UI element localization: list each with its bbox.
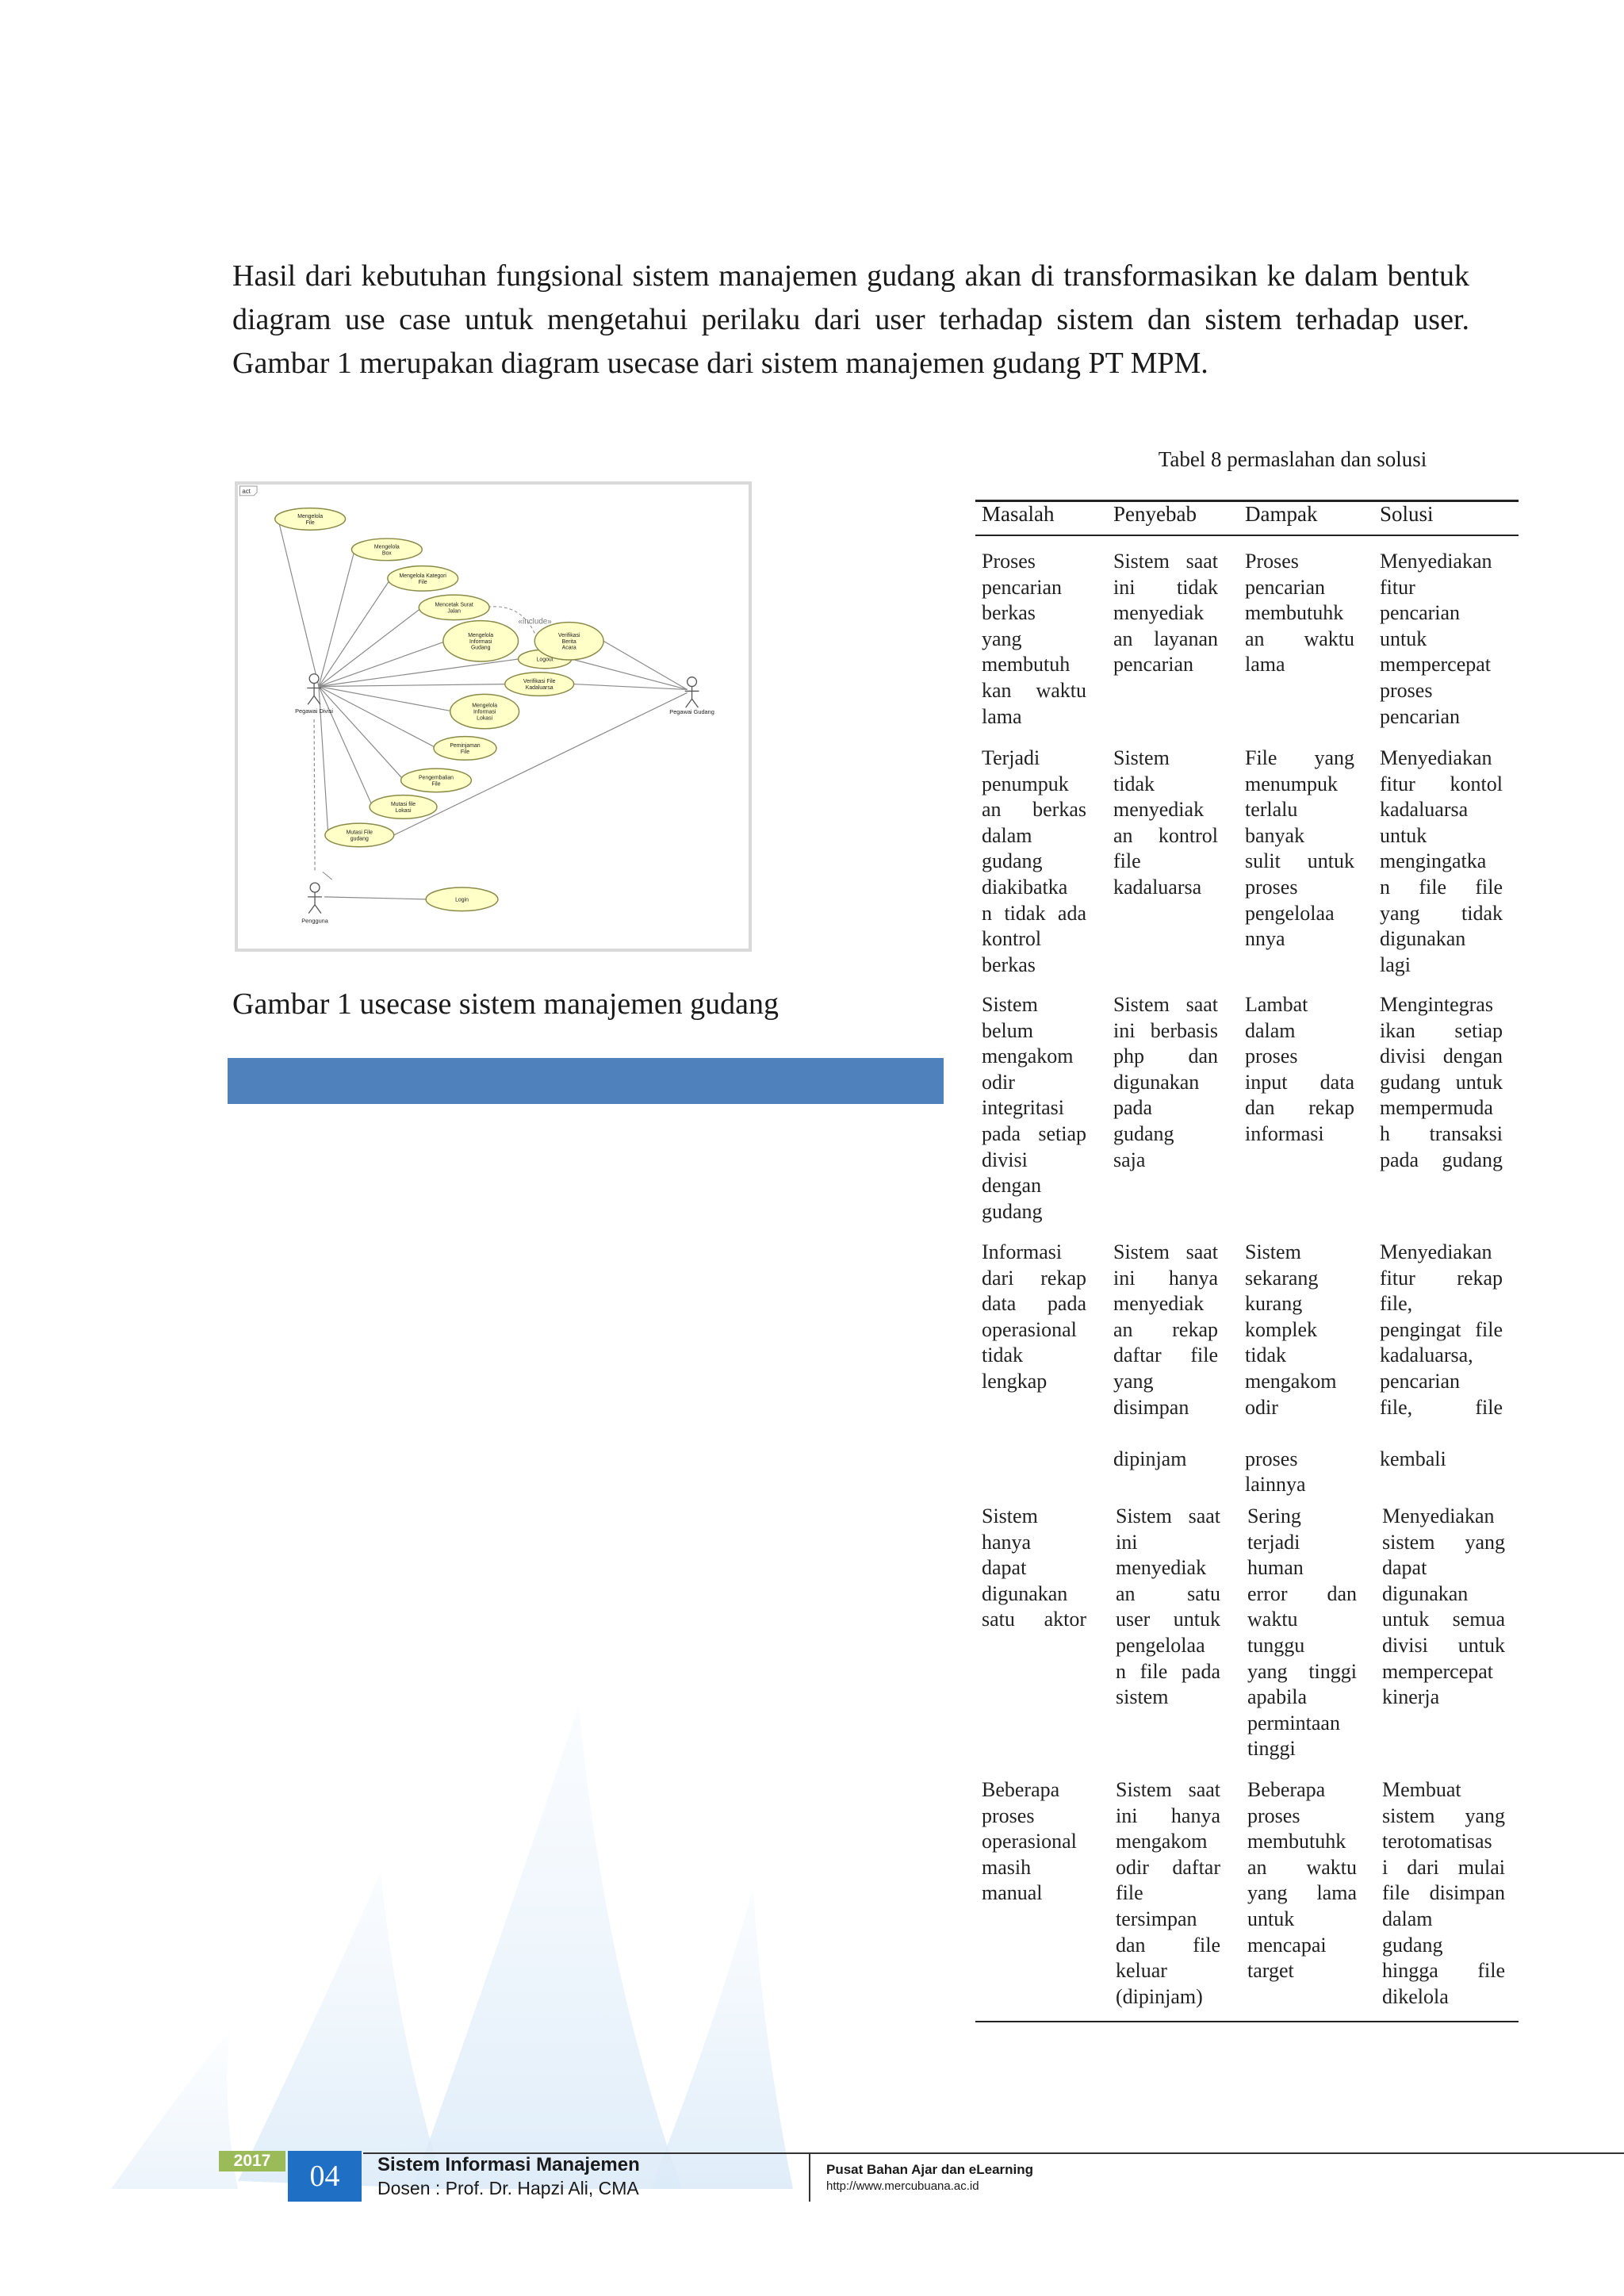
table-cell-line: yang (982, 627, 1022, 650)
table-cell-line: menyediak (1116, 1556, 1207, 1580)
use-case-label: Mencetak Surat (435, 602, 473, 608)
table-cell (1247, 1777, 1357, 1984)
table-cell-line: pada gudang (1380, 1148, 1503, 1171)
table-cell-line: ini (1116, 1530, 1138, 1554)
table-cell-line: gudang (982, 1199, 1043, 1223)
use-case-label: Box (381, 550, 392, 557)
table-cell-line: an rekap (1113, 1317, 1218, 1341)
table-cell-line: nnya (1245, 927, 1285, 951)
page-footer (0, 2141, 1624, 2296)
table-cell-line: banyak (1245, 823, 1305, 847)
table-cell-line: dengan (982, 1174, 1042, 1198)
table-cell-line: Menyediakan (1382, 1504, 1495, 1527)
table-cell-line: gudang (1113, 1121, 1174, 1145)
table-bottom-rule (975, 2021, 1519, 2022)
table-cell-line: Sering (1247, 1504, 1301, 1527)
table-cell-line: Menyediakan (1380, 746, 1492, 769)
table-cell-line: Sistem saat (1113, 993, 1218, 1016)
actor-head (310, 883, 320, 892)
table-cell (1380, 746, 1503, 978)
use-case-label: Peminjaman (450, 742, 481, 749)
table-cell-line: Beberapa (982, 1778, 1060, 1801)
table-cell-line: yang tidak (1380, 901, 1503, 925)
table-cell-line: odir (982, 1070, 1015, 1094)
table-cell-line: file disimpan (1382, 1881, 1505, 1905)
table-cell-line: an berkas (982, 798, 1086, 822)
use-case-label: Mengelola (373, 544, 400, 550)
table-cell-line: lama (1245, 653, 1285, 677)
use-case-label: File (460, 749, 470, 755)
footer-org: Pusat Bahan Ajar dan eLearning (826, 2162, 1034, 2177)
use-case-label: Lokasi (395, 807, 412, 814)
footer-url[interactable]: http://www.mercubuana.ac.id (826, 2179, 979, 2193)
table-cell-line: untuk (1380, 627, 1427, 650)
table-cell-line: file, file (1380, 1395, 1503, 1419)
table-cell-line (1380, 1420, 1503, 1447)
table-cell (1245, 746, 1354, 953)
footer-lecturer: Dosen : Prof. Dr. Hapzi Ali, CMA (377, 2178, 639, 2198)
table-cell-line: Proses (982, 550, 1036, 573)
table-cell-line: kurang (1245, 1292, 1303, 1316)
table-cell-line: h transaksi (1380, 1121, 1503, 1145)
table-cell-line: permintaan (1247, 1711, 1340, 1734)
table-cell-line: terlalu (1245, 798, 1298, 822)
table-cell-line: kinerja (1382, 1685, 1440, 1709)
blue-banner (228, 1058, 944, 1104)
use-case-label: Acara (561, 645, 576, 651)
use-case-label: Informasi (469, 638, 492, 645)
table-cell-line: gudang (982, 849, 1043, 873)
table-cell-line: masih (982, 1855, 1032, 1879)
footer-course-title: Sistem Informasi Manajemen (377, 2154, 640, 2175)
table-cell-line: an layanan (1113, 627, 1218, 650)
table-cell-line: integritasi (982, 1096, 1064, 1120)
actor-label: Pegawai Gudang (669, 708, 714, 716)
table-cell-line: odir (1245, 1395, 1278, 1419)
table-cell-line: digunakan (982, 1581, 1068, 1605)
table-cell-line: Informasi (982, 1240, 1063, 1263)
table-cell-line: Sistem saat (1113, 550, 1218, 573)
table-cell-line: input data (1245, 1070, 1354, 1094)
table-cell-line: diakibatka (982, 875, 1068, 899)
table-cell-line: kadaluarsa, (1380, 1343, 1473, 1367)
table-cell-line: tunggu (1247, 1633, 1305, 1657)
table-cell-line: tidak (1113, 772, 1155, 795)
table-cell-line: sulit untuk (1245, 849, 1354, 873)
table-cell-line: ini hanya (1113, 1266, 1218, 1290)
actor-label: Pegawai Divisi (295, 707, 334, 715)
table-cell-line: pencarian (1245, 575, 1326, 599)
table-cell-line: saja (1113, 1148, 1146, 1171)
table-cell-line: (dipinjam) (1116, 1984, 1203, 2008)
table-cell-line: pencarian (1380, 704, 1461, 728)
table-cell-line: yang lama (1247, 1881, 1357, 1905)
use-case-label: Mengelola Kategori (399, 573, 446, 579)
table-cell-line: manual (982, 1881, 1043, 1905)
association-line (319, 684, 508, 687)
table-cell (982, 1777, 1086, 1907)
table-cell-line: menyediak (1113, 1292, 1205, 1316)
table-cell-line: dipinjam (1113, 1447, 1187, 1470)
table-cell-line: sistem yang (1382, 1803, 1505, 1827)
table-cell-line: proses (1245, 875, 1298, 899)
table-cell-line: kembali (1380, 1447, 1446, 1470)
table-cell-line: menyediak (1113, 601, 1205, 625)
table-cell (982, 992, 1086, 1225)
table-cell (1245, 549, 1354, 678)
table-cell-line: i dari mulai (1382, 1855, 1505, 1879)
table-cell (1113, 1240, 1218, 1472)
table-cell-line: pencarian (1380, 1369, 1461, 1393)
table-cell-line: pengelolaa (1116, 1633, 1205, 1657)
table-cell (1116, 1504, 1220, 1711)
table-cell-line: dalam (1245, 1018, 1296, 1042)
table-header-cell: Penyebab (1113, 502, 1197, 526)
table-cell (1245, 1240, 1354, 1498)
association-line (394, 692, 688, 835)
table-cell-line: tinggi (1247, 1737, 1296, 1761)
table-cell-line: hanya (982, 1530, 1032, 1554)
table-cell-line: mempercepat (1380, 653, 1492, 677)
table-cell-line: sistem yang (1382, 1530, 1505, 1554)
table-cell-line: lengkap (982, 1369, 1048, 1393)
table-cell-line: odir daftar (1116, 1855, 1220, 1879)
table-cell-line: untuk semua (1382, 1608, 1505, 1631)
table-cell-line: file (1116, 1881, 1143, 1905)
table-cell-line: n tidak ada (982, 901, 1086, 925)
include-label: «include» (518, 617, 552, 627)
table-cell-line: disimpan (1113, 1395, 1189, 1419)
association-line (319, 578, 391, 686)
table-cell-line: menumpuk (1245, 772, 1338, 795)
use-case-label: Verifikasi File (523, 679, 556, 685)
use-case-diagram (235, 481, 752, 952)
table-cell-line: pada (1113, 1096, 1153, 1120)
table-cell-line: berkas (982, 601, 1036, 625)
table-cell-line: ini berbasis (1113, 1018, 1218, 1042)
table-cell-line: proses (1245, 1045, 1298, 1068)
table-cell (1245, 992, 1354, 1148)
use-case-label: Gudang (470, 645, 491, 651)
table-cell-line: lama (982, 704, 1022, 728)
table-cell-line: daftar file (1113, 1343, 1218, 1367)
table-cell (982, 1504, 1086, 1633)
actor-leg (686, 699, 692, 707)
table-cell-line: yang tinggi (1247, 1659, 1357, 1683)
table-cell-line: ini tidak (1113, 575, 1218, 599)
association-line (319, 687, 437, 749)
table-cell-line: proses (1380, 678, 1433, 702)
table-cell-line: tidak (1245, 1343, 1286, 1367)
actor-leg (308, 905, 315, 914)
table-cell-line: digunakan (1113, 1070, 1200, 1094)
table-cell-line: gudang (1382, 1933, 1443, 1957)
table-cell-line: an waktu (1245, 627, 1354, 650)
association-line (319, 550, 354, 687)
table-cell-line: waktu (1247, 1608, 1298, 1631)
table-cell-line: dalam (982, 823, 1032, 847)
table-cell-line: file, (1380, 1292, 1413, 1316)
actor-head (309, 674, 319, 684)
use-case-label: Mutasi File (346, 830, 373, 836)
table-cell-line (1113, 1420, 1218, 1447)
table-cell-line: mengakom (982, 1045, 1074, 1068)
association-line (278, 519, 319, 686)
use-case-label: Berita (561, 638, 576, 645)
table-cell-line: Mengintegras (1380, 993, 1493, 1016)
table-cell-line: lagi (1380, 953, 1411, 976)
use-case-label: Kadaluarsa (525, 684, 553, 691)
use-case-label: Mengelola (297, 513, 324, 519)
table-cell-line: mengingatka (1380, 849, 1487, 873)
table-cell-line: an kontrol (1113, 823, 1218, 847)
table-cell-line: Terjadi (982, 746, 1040, 769)
table-cell (982, 549, 1086, 730)
table-cell-line: Menyediakan (1380, 550, 1492, 573)
table-cell-line: mengakom (1245, 1369, 1337, 1393)
table-cell-line: dan rekap (1245, 1096, 1354, 1120)
table-cell-line: Proses (1245, 550, 1299, 573)
association-line (319, 641, 446, 686)
table-cell-line: dikelola (1382, 1984, 1449, 2008)
table-cell-line: sistem (1116, 1685, 1169, 1709)
table-cell (1380, 549, 1503, 730)
table-cell-line: fitur kontol (1380, 772, 1503, 795)
actor-head (688, 677, 697, 687)
table-cell-line: kadaluarsa (1380, 798, 1469, 822)
table-cell-line: menyediak (1113, 798, 1205, 822)
table-cell-line: digunakan (1380, 927, 1466, 951)
table-cell-line: pengingat file (1380, 1317, 1503, 1341)
table-cell-line: kontrol (982, 927, 1042, 951)
use-case-label: Login (455, 897, 469, 903)
table-cell-line: operasional (982, 1317, 1077, 1341)
table-cell-line: lainnya (1245, 1473, 1306, 1497)
table-cell-line: an waktu (1247, 1855, 1357, 1879)
association-line (324, 897, 426, 899)
table-cell-line: dapat (1382, 1556, 1427, 1580)
table-cell-line: fitur (1380, 575, 1415, 599)
table-cell-line: terotomatisas (1382, 1830, 1492, 1853)
use-case-label: Mengelola (468, 632, 494, 638)
table-cell-line (1245, 1420, 1354, 1447)
table-cell-line: ikan setiap (1380, 1018, 1503, 1042)
table-cell (1380, 1240, 1503, 1472)
table-cell-line: hingga file (1382, 1959, 1505, 1983)
table-cell (1380, 992, 1503, 1173)
table-cell-line: Membuat (1382, 1778, 1461, 1801)
table-cell-line: Sistem (1245, 1240, 1301, 1263)
use-case-label: Informasi (473, 709, 496, 715)
table-cell-line: terjadi (1247, 1530, 1300, 1554)
table-cell (1247, 1504, 1357, 1762)
table-cell-line: Sistem saat (1113, 1240, 1218, 1263)
table-cell-line: kadaluarsa (1113, 875, 1202, 899)
table-cell-line: divisi dengan (1380, 1045, 1503, 1068)
table-cell-line: Sistem saat (1116, 1778, 1220, 1801)
actor-leg (308, 696, 314, 704)
table-cell-line: mempermuda (1380, 1096, 1493, 1120)
table-cell-line: Lambat (1245, 993, 1308, 1016)
table-cell-line: Menyediakan (1380, 1240, 1492, 1263)
use-case-label: Mutasi file (391, 801, 416, 807)
table-cell-line: Sistem saat (1116, 1504, 1220, 1527)
table-cell-line: keluar (1116, 1959, 1167, 1983)
table-cell (982, 746, 1086, 978)
table-cell-line: yang (1113, 1369, 1154, 1393)
actor-leg (692, 699, 699, 707)
table-cell-line: n file file (1380, 875, 1503, 899)
table-cell-line: gudang untuk (1380, 1070, 1503, 1094)
table-cell-line: belum (982, 1018, 1033, 1042)
table-header-cell: Masalah (982, 502, 1055, 526)
table-cell-line: pengelolaa (1245, 901, 1335, 925)
table-cell-line: dan file (1116, 1933, 1220, 1957)
table-cell-line: ini hanya (1116, 1803, 1220, 1827)
table-cell-line: Sistem (982, 993, 1038, 1016)
table-header-cell: Solusi (1380, 502, 1434, 526)
table-cell-line: tidak (982, 1343, 1023, 1367)
table-cell-line: apabila (1247, 1685, 1308, 1709)
frame-tag: act (242, 487, 251, 495)
table-cell-line: pencarian (1113, 653, 1194, 677)
use-case-label: Lokasi (477, 715, 493, 722)
table-cell-line: pencarian (1380, 601, 1461, 625)
table-cell-line: pencarian (982, 575, 1063, 599)
table-cell (1382, 1504, 1505, 1711)
table-cell-line: divisi untuk (1382, 1633, 1505, 1657)
use-case-label: Pengembalian (418, 775, 454, 781)
actor-label: Pengguna (301, 917, 328, 925)
table-cell-line: membutuhk (1247, 1830, 1346, 1853)
use-case-label: File (305, 519, 315, 526)
table-cell-line: informasi (1245, 1121, 1324, 1145)
association-line (319, 687, 373, 807)
table-cell-line: komplek (1245, 1317, 1317, 1341)
footer-separator (809, 2154, 810, 2202)
table-cell-line: n file pada (1116, 1659, 1220, 1683)
use-case-label: Verifikasi (557, 632, 580, 638)
table-cell-line: proses (982, 1803, 1035, 1827)
table-cell-line: human (1247, 1556, 1304, 1580)
intro-paragraph: Hasil dari kebutuhan fungsional sistem manajemen gudang akan di transformasikan ke dalam bentuk diagram use case untuk mengetahui perilaku dari user terhadap sistem dan sistem terhadap user. Gambar 1 merupakan diagram usecase dari sistem manajemen gudang PT MPM. (232, 259, 1469, 380)
use-case-label: File (431, 781, 441, 788)
actor-leg (315, 905, 321, 914)
table-cell-line: dari rekap (982, 1266, 1086, 1290)
table-cell-line: operasional (982, 1830, 1077, 1853)
use-case-label: Logout (536, 657, 553, 663)
table-cell (982, 1240, 1086, 1395)
table-cell-line: mempercepat (1382, 1659, 1494, 1683)
table-cell-line: penumpuk (982, 772, 1069, 795)
table-cell (1113, 746, 1218, 901)
table-cell-line: proses (1245, 1447, 1298, 1470)
table-cell-line: divisi (982, 1148, 1028, 1171)
table-cell-line: error dan (1247, 1581, 1357, 1605)
table-cell-line: target (1247, 1959, 1294, 1983)
table-cell-line: Sistem (1113, 746, 1170, 769)
use-case-label: File (418, 579, 427, 585)
table-cell-line: membutuh (982, 653, 1071, 677)
table-cell-line: membutuhk (1245, 601, 1344, 625)
table-cell-line: dapat (982, 1556, 1027, 1580)
table-cell-line: Sistem (982, 1504, 1038, 1527)
table-cell (1113, 549, 1218, 678)
footer-page-number: 04 (288, 2151, 362, 2202)
table-caption: Tabel 8 permaslahan dan solusi (1158, 447, 1427, 471)
table-cell-line: untuk (1247, 1907, 1295, 1930)
table-cell-line: php dan (1113, 1045, 1218, 1068)
use-case-label: Jalan (447, 608, 461, 615)
table-cell-line: data pada (982, 1292, 1086, 1316)
table-cell-line: digunakan (1382, 1581, 1469, 1605)
table-cell (1116, 1777, 1220, 2010)
table-cell-line: pada setiap (982, 1121, 1086, 1145)
table-cell (1113, 992, 1218, 1173)
table-cell-line: kan waktu (982, 678, 1086, 702)
association-line (319, 687, 404, 780)
table-cell-line: sekarang (1245, 1266, 1319, 1290)
table-cell-line: mencapai (1247, 1933, 1327, 1957)
table-cell-line: File yang (1245, 746, 1354, 769)
table-cell-line: an satu (1116, 1581, 1220, 1605)
table-cell-line: proses (1247, 1803, 1300, 1827)
table-cell-line: mengakom (1116, 1830, 1208, 1853)
table-cell-line: satu aktor (982, 1608, 1086, 1631)
table-header-cell: Dampak (1245, 502, 1318, 526)
table-cell-line: user untuk (1116, 1608, 1220, 1631)
association-line (603, 641, 688, 689)
footer-year: 2017 (219, 2151, 285, 2171)
generalization-line (314, 719, 315, 870)
table-cell-line: fitur rekap (1380, 1266, 1503, 1290)
use-case-label: Mengelola (472, 703, 498, 709)
table-cell (1382, 1777, 1505, 2010)
table-cell-line: Beberapa (1247, 1778, 1326, 1801)
table-cell-line: berkas (982, 953, 1036, 976)
association-line (319, 687, 454, 712)
table-cell-line: dalam (1382, 1907, 1433, 1930)
table-header-rule (975, 535, 1519, 536)
table-cell-line: file (1113, 849, 1141, 873)
table-cell-line: untuk (1380, 823, 1427, 847)
table-cell-line: tersimpan (1116, 1907, 1197, 1930)
use-case-label: gudang (350, 836, 369, 842)
use-case-diagram-svg (238, 485, 749, 949)
generalization-arrow (323, 872, 332, 880)
figure-caption: Gambar 1 usecase sistem manajemen gudang (232, 987, 779, 1021)
